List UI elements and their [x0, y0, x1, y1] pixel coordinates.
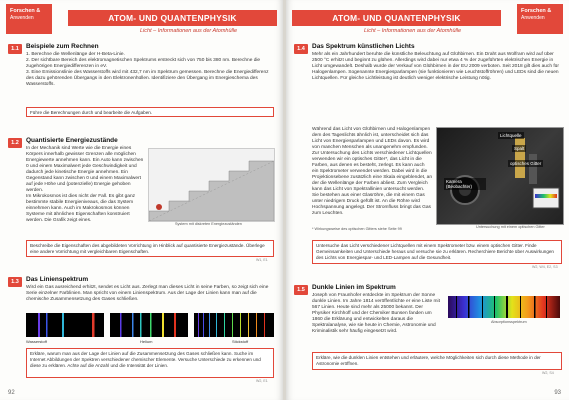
section-text: Wird ein Gas ausreichend erhitzt, sendet es Licht aus. Zerlegt man dieses Licht in seine Farben, so zeigt sich eine Serie einzelner Farblinien. Man spricht von einem Linienspektrum. Aus der Lage der Linien kann man auf die chemische Zusammensetzung des Gases schließen. [26, 285, 269, 302]
photo-label-grating: optisches Gitter [510, 161, 542, 166]
section-calculation [26, 43, 276, 88]
section-title: Beispiele zum Rechnen [26, 43, 99, 50]
section-number: 1.2 [8, 138, 22, 148]
task-box: Erkläre, wie die dunklen Linien entstehen und erläutere, welche Möglichkeiten sich durch diese Methode in der Astronomie eröffnen. [312, 352, 562, 370]
stairs-illustration [149, 149, 274, 221]
tab-subtitle: Anwenden [521, 15, 545, 21]
photo-caption: Untersuchung mit einem optischen Gitter [476, 225, 545, 229]
tab-title: Forschen & [521, 8, 552, 14]
page-number: 93 [554, 390, 561, 396]
section-text: In der Mechanik sind Werte wie die Energie eines Körpers innerhalb gewisser Grenzen alle möglichen Energiewerte annehmen kann. Ein Auto kann zwischen 0 und einem Maximalwert jede Geschwindigkeit und dadurch jede kinetische Energie annehmen. Ein Gegenstand kann zwischen 0 und einem Maximalwert auf jede Höhe und (potenzielle) Energie gehoben werden. Im Mikrokosmos ist dies nicht der Fall. Es gibt ganz bestimmte stabile Energieniveaus, die das System einnehmen kann. Auch im Makrokosmos können Systeme mit ähnlichen Eigenschaften konstruiert werden. Die Grafik zeigt eines. [26, 146, 144, 223]
hydrogen-spectrum [26, 313, 104, 337]
competence-code: W1, E1 [256, 258, 268, 262]
absorption-lines [448, 296, 560, 318]
photo-label-light-source: Lichtquelle [500, 133, 522, 138]
section-title: Quantisierte Energiezustände [26, 137, 118, 144]
section-artificial-light [312, 43, 562, 82]
section-number: 1.5 [294, 285, 308, 295]
section-dark-lines [312, 284, 442, 335]
nitrogen-lines [194, 313, 274, 337]
section-text: Mehr als ein Jahrhundert beruhte die künstliche Beleuchtung auf Glühbirnen. Ein Draht aus Wolfram wird auf über 2500 °C erhitzt und beginnt zu glühen. Allerdings wird dabei nur etwa 4 % der zugeführten elektrischen Energie in Licht umgewandelt. Deshalb wurde der Verkauf von Glühbirnen in der EU 2009 verboten. Seit 2018 gilt dies auch für Halogenlampen. Sogenannte Energiesparlampen (sie funktionieren wie Leuchtstoffröhren) und LEDs sind die neuen Lichtquellen. Für gleiche Lichtleistung ist deutlich weniger elektrische Leistung nötig. [312, 52, 559, 81]
task-box: Untersuche das Licht verschiedener Lichtquellen mit einem Spektrometer bzw. einem optischen Gitter. Finde Gemeinsamkeiten und Unterschiede heraus und versuche sie zu erklären. Recherchiere Berichte über Auswirkungen des Lichts von Energiespar- und LED-Lampen auf die Gesundheit. [312, 240, 562, 264]
stairs-figure [148, 148, 275, 222]
page-subheader: Licht – Informationen aus der Atomhülle [140, 28, 238, 34]
footnote: * Wirkungsweise des optischen Gitters siehe Seite 99 [312, 227, 402, 231]
helium-lines [110, 313, 188, 337]
photo-label-camera: Kamera (Beobachter) [444, 178, 486, 190]
grating-photo [436, 127, 564, 225]
section-line-spectrum [26, 276, 276, 303]
page-header: ATOM- UND QUANTENPHYSIK [68, 10, 277, 26]
section-title: Dunkle Linien im Spektrum [312, 284, 396, 291]
figure-caption: System mit diskreten Energiezuständen [175, 222, 242, 226]
section-text-2: Während das Licht von Glühbirnen und Halogenlampen dem des Tageslichts ähnlich ist, unterscheidet sich das Licht von Energiesparlampen und LEDs davon. Es wird von manchen Menschen als unangenehm empfunden. Zur Untersuchung des Lichts verschiedener Lichtquellen verwenden wir ein optisches Gitter*, das Licht in die Farben, aus denen es besteht, zerlegt. Es kann auch ein Spektrometer verwendet werden. Dabei wird in die Projektionsebene zusätzlich eine Skala eingeblendet, an der die Wellenlänge der Farben abliest. Zum Vergleich kann das Licht von Spektrallinien untersucht werden. Sie bestehen aus einer Glasröhre, die mit einem Gas unter niedrigem Druck gefüllt ist. An die Röhre wird Hochspannung angelegt. Der Stromfluss bringt das Gas zum Leuchten. [312, 127, 433, 216]
section-title: Das Linienspektrum [26, 276, 89, 283]
spectrum-label-nitrogen: Stickstoff [232, 339, 249, 344]
nitrogen-spectrum [194, 313, 274, 337]
left-page [0, 0, 283, 400]
section-title: Das Spektrum künstlichen Lichts [312, 43, 415, 50]
chapter-tab [6, 4, 52, 34]
photo-label-slit: Spalt [514, 146, 525, 151]
absorption-spectrum [448, 296, 560, 318]
competence-code: W2, S4 [542, 371, 554, 375]
competence-code: W2, E1 [256, 379, 268, 383]
page-number: 92 [8, 390, 15, 396]
tab-subtitle: Anwenden [10, 15, 34, 21]
task-box: Erkläre, warum man aus der Lage der Linien auf die Zusammensetzung des Gases schließen kann. Suche im Internet Abbildungen der Spektren verschiedener chemischer Elemente. Versuche Unterschiede zu erkennen und diese zu erklären. Achte auf die Anzahl und die Intensität der Linien. [26, 348, 274, 378]
hydrogen-lines [26, 313, 104, 337]
task-box: Führe die Berechnungen durch und bearbeite die Aufgaben. [26, 107, 274, 117]
section-quantized-energy [26, 137, 144, 224]
grating-photo-illustration [437, 128, 563, 224]
section-text: Joseph von Fraunhofer entdeckte im Spektrum der Sonne dunkle Linien. Im Jahre 1814 veröffentlichte er eine Liste mit 567 Linien. Heute sind mehr als 25000 bekannt. Der Physiker Kirchhoff und der Chemiker Bunsen fanden um 1860 die Erklärung und entwickelten daraus die Spektralanalyse, wie sie heute in Chemie, Astronomie und Kriminalistik sehr häufig eingesetzt wird. [312, 293, 440, 334]
spectrum-label-helium: Helium [140, 339, 153, 344]
section-text: 1. Berechne die Wellenlänge der H-Beta-Linie. 2. Der sichtbare Bereich des elektromagnetischen Spektrums erstreckt sich von 750 bis 380 nm. Berechne die zugehörigen Energiedifferenzen in eV. 3. Eine Emissionslinie des Wasserstoffs wird mit 432,7 nm im Spektrum gemessen. Berechne die Energiedifferenz des dazu gehörenden Übergangs in den Elektronenhüllen. Identifiziere den Übergang im Energieschema des Wasserstoffs. [26, 52, 269, 87]
tab-title: Forschen & [10, 8, 41, 14]
right-page [286, 0, 569, 400]
section-number: 1.1 [8, 44, 22, 54]
spectrum-caption: Absorptionsspektrum [491, 320, 527, 324]
page-subheader: Licht – Informationen aus der Atomhülle [364, 28, 462, 34]
competence-code: W2, W4, E2, S3 [532, 265, 558, 269]
section-number: 1.3 [8, 277, 22, 287]
page-header: ATOM- UND QUANTENPHYSIK [292, 10, 501, 26]
spectrum-label-hydrogen: Wasserstoff [26, 339, 47, 344]
chapter-tab [517, 4, 563, 34]
section-artificial-light-continued [312, 127, 432, 217]
section-number: 1.4 [294, 44, 308, 54]
helium-spectrum [110, 313, 188, 337]
task-box: Beschreibe die Eigenschaften des abgebildeten Vorrichtung im Hinblick auf quantisierte Energiezustände. Überlege eine andere Vorrichtung mit vergleichbaren Eigenschaften. [26, 240, 274, 257]
